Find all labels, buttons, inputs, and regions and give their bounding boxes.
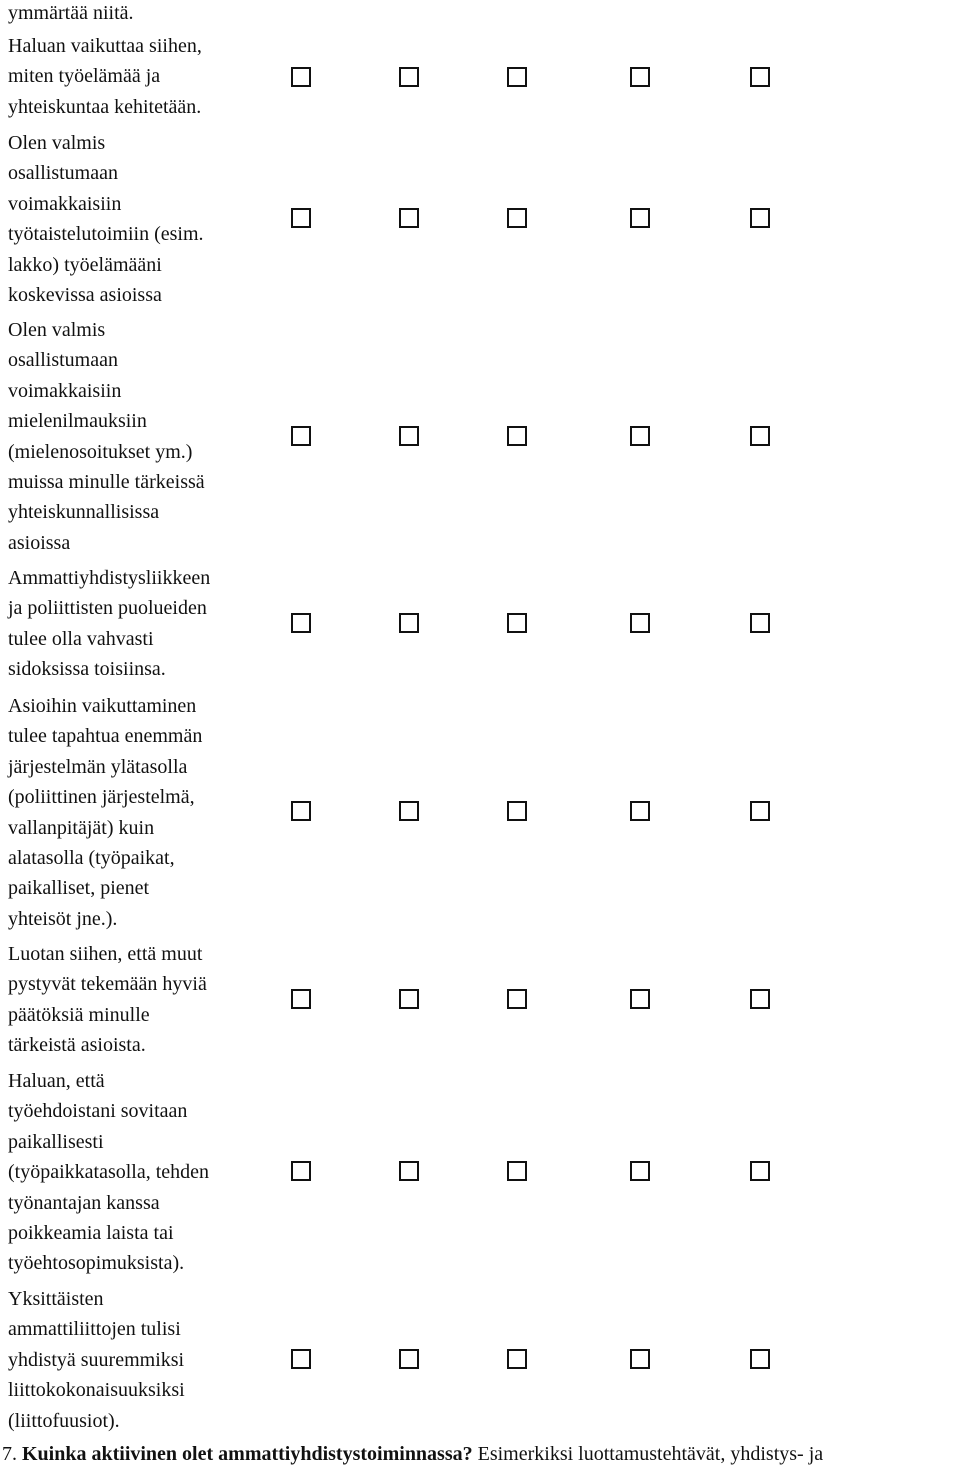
scale-checkbox-4[interactable] xyxy=(630,426,650,446)
scale-checkbox-4[interactable] xyxy=(630,1349,650,1369)
question-description: Esimerkiksi luottamustehtävät, yhdistys- ja xyxy=(477,1443,824,1465)
statement-line: Olen valmis xyxy=(8,319,106,341)
statement-line: osallistumaan xyxy=(8,349,118,372)
scale-checkbox-3[interactable] xyxy=(507,1161,527,1181)
statement-line: voimakkaisiin xyxy=(8,379,122,402)
statement-line: alatasolla (työpaikat, xyxy=(8,847,175,870)
statement-line: työehdoistani sovitaan xyxy=(8,1100,188,1123)
statement-line: lakko) työelämääni xyxy=(8,253,162,276)
statement-line: työehtosopimuksista). xyxy=(8,1252,185,1275)
statement-line: järjestelmän ylätasolla xyxy=(8,755,188,778)
statement-line: (poliittinen järjestelmä, xyxy=(8,786,195,809)
statement-line: miten työelämää ja xyxy=(8,65,161,88)
statement-line: tärkeistä asioista. xyxy=(8,1034,146,1057)
statement-5 xyxy=(8,691,253,934)
statement-line: tulee olla vahvasti xyxy=(8,627,154,650)
scale-checkbox-4[interactable] xyxy=(630,801,650,821)
statement-line: Olen valmis xyxy=(8,132,106,154)
statement-line: (mielenosoitukset ym.) xyxy=(8,440,193,463)
statement-line: yhteisöt jne.). xyxy=(8,907,118,930)
statement-line: paikalliset, pienet xyxy=(8,877,150,900)
scale-checkbox-3[interactable] xyxy=(507,801,527,821)
statement-line: ja poliittisten puolueiden xyxy=(8,597,207,620)
scale-checkbox-3[interactable] xyxy=(507,613,527,633)
statement-line: Yksittäisten xyxy=(8,1288,104,1310)
statement-line: yhteiskunnallisissa xyxy=(8,501,160,524)
statement-line: tulee tapahtua enemmän xyxy=(8,725,203,748)
top-fragment-text xyxy=(8,0,253,28)
statement-line: mielenilmauksiin xyxy=(8,410,147,433)
scale-checkbox-1[interactable] xyxy=(291,208,311,228)
scale-checkbox-5[interactable] xyxy=(750,989,770,1009)
scale-checkbox-1[interactable] xyxy=(291,613,311,633)
scale-checkbox-1[interactable] xyxy=(291,1349,311,1369)
scale-checkbox-4[interactable] xyxy=(630,208,650,228)
scale-checkbox-2[interactable] xyxy=(399,208,419,228)
scale-checkbox-2[interactable] xyxy=(399,426,419,446)
statement-line: Haluan vaikuttaa siihen, xyxy=(8,35,202,57)
statement-line: yhteiskuntaa kehitetään. xyxy=(8,95,202,118)
statement-line: Haluan, että xyxy=(8,1070,105,1092)
statement-line: voimakkaisiin xyxy=(8,192,122,215)
statement-line: (liittofuusiot). xyxy=(8,1409,120,1432)
statement-line: työnantajan kanssa xyxy=(8,1191,160,1214)
scale-checkbox-5[interactable] xyxy=(750,613,770,633)
statement-line: pystyvät tekemään hyviä xyxy=(8,973,207,996)
scale-checkbox-1[interactable] xyxy=(291,426,311,446)
statement-line: työtaistelutoimiin (esim. xyxy=(8,223,204,246)
statement-7 xyxy=(8,1066,253,1279)
scale-checkbox-2[interactable] xyxy=(399,989,419,1009)
scale-checkbox-4[interactable] xyxy=(630,67,650,87)
statement-line: Luotan siihen, että muut xyxy=(8,943,203,965)
statement-8 xyxy=(8,1284,253,1436)
scale-checkbox-2[interactable] xyxy=(399,801,419,821)
scale-checkbox-1[interactable] xyxy=(291,801,311,821)
scale-checkbox-3[interactable] xyxy=(507,989,527,1009)
scale-checkbox-5[interactable] xyxy=(750,426,770,446)
statement-line: Ammattiyhdistysliikkeen xyxy=(8,567,211,589)
scale-checkbox-5[interactable] xyxy=(750,208,770,228)
statement-line: (työpaikkatasolla, tehden xyxy=(8,1161,210,1184)
scale-checkbox-5[interactable] xyxy=(750,1161,770,1181)
statement-line: asioissa xyxy=(8,531,71,554)
scale-checkbox-2[interactable] xyxy=(399,1161,419,1181)
scale-checkbox-4[interactable] xyxy=(630,613,650,633)
statement-line: muissa minulle tärkeissä xyxy=(8,471,205,494)
scale-checkbox-3[interactable] xyxy=(507,1349,527,1369)
question-title: Kuinka aktiivinen olet ammattiyhdistystoiminnassa? xyxy=(22,1443,473,1465)
statement-2 xyxy=(8,128,253,310)
scale-checkbox-2[interactable] xyxy=(399,1349,419,1369)
statement-line: poikkeamia laista tai xyxy=(8,1222,174,1245)
scale-checkbox-5[interactable] xyxy=(750,1349,770,1369)
statement-line: ammattiliittojen tulisi xyxy=(8,1318,181,1341)
statement-line: yhdistyä suuremmiksi xyxy=(8,1348,185,1371)
statement-line: osallistumaan xyxy=(8,162,118,185)
scale-checkbox-2[interactable] xyxy=(399,613,419,633)
statement-line: liittokokonaisuuksiksi xyxy=(8,1379,185,1402)
scale-checkbox-1[interactable] xyxy=(291,989,311,1009)
statement-line: päätöksiä minulle xyxy=(8,1003,150,1026)
statement-line: paikallisesti xyxy=(8,1130,104,1153)
scale-checkbox-4[interactable] xyxy=(630,1161,650,1181)
scale-checkbox-3[interactable] xyxy=(507,426,527,446)
scale-checkbox-4[interactable] xyxy=(630,989,650,1009)
scale-checkbox-1[interactable] xyxy=(291,1161,311,1181)
statement-3 xyxy=(8,315,253,558)
statement-line: sidoksissa toisiinsa. xyxy=(8,658,166,681)
statement-line: koskevissa asioissa xyxy=(8,284,162,307)
statement-4 xyxy=(8,563,253,685)
scale-checkbox-3[interactable] xyxy=(507,67,527,87)
scale-checkbox-2[interactable] xyxy=(399,67,419,87)
question-7-heading xyxy=(2,1439,960,1469)
statement-line: vallanpitäjät) kuin xyxy=(8,816,155,839)
statement-6 xyxy=(8,939,253,1061)
scale-checkbox-1[interactable] xyxy=(291,67,311,87)
scale-checkbox-5[interactable] xyxy=(750,801,770,821)
statement-line: Asioihin vaikuttaminen xyxy=(8,695,197,717)
statement-line: ymmärtää niitä. xyxy=(8,2,134,24)
statement-1 xyxy=(8,31,253,122)
question-number: 7. xyxy=(2,1443,17,1465)
scale-checkbox-5[interactable] xyxy=(750,67,770,87)
scale-checkbox-3[interactable] xyxy=(507,208,527,228)
